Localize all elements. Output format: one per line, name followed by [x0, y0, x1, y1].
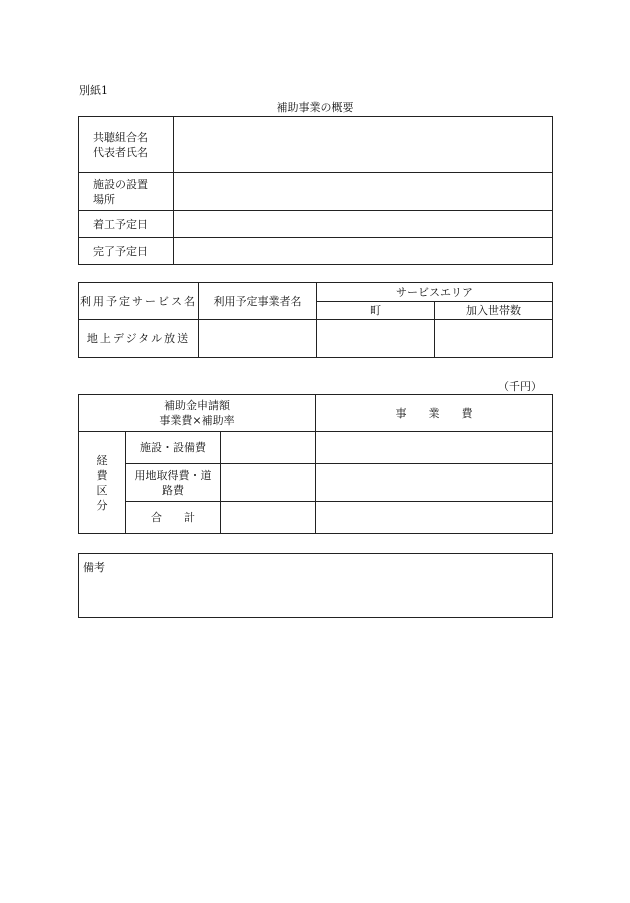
- operator-name-header: 利用予定事業者名: [199, 283, 317, 320]
- label-line: 代表者氏名: [93, 145, 148, 159]
- table-row: [79, 283, 553, 302]
- project-cost-cell[interactable]: [316, 502, 553, 534]
- town-cell[interactable]: [317, 320, 435, 358]
- operator-cell[interactable]: [199, 320, 317, 358]
- category-label-cell: [79, 432, 126, 534]
- project-cost-header: 事 業 費: [316, 395, 553, 432]
- label-line: 場所: [93, 192, 115, 206]
- annex-label: 別紙1: [79, 84, 108, 97]
- remarks-table: [78, 553, 553, 618]
- town-header: 町: [317, 302, 435, 320]
- label-line: 共聴組合名: [93, 130, 148, 144]
- remarks-label: 備考: [83, 561, 105, 574]
- remarks-cell[interactable]: [79, 554, 553, 618]
- row-label: [126, 464, 221, 502]
- service-row-label: 地上デジタル放送: [79, 320, 199, 358]
- category-label: 経費区分: [96, 453, 108, 512]
- table-row: [79, 395, 553, 432]
- table-row: [79, 432, 553, 464]
- label-line: 完了予定日: [93, 244, 148, 258]
- table-row: [79, 117, 553, 173]
- row-label-line: 路費: [162, 483, 184, 497]
- applicant-info-table: [78, 116, 553, 265]
- label-line: 施設の設置: [93, 177, 148, 191]
- households-header: 加入世帯数: [435, 302, 553, 320]
- project-cost-cell[interactable]: [316, 464, 553, 502]
- subsidy-header: [79, 395, 316, 432]
- label-cell: [79, 117, 174, 173]
- value-cell[interactable]: [174, 211, 553, 238]
- table-row: [79, 502, 553, 534]
- table-row: [79, 173, 553, 211]
- subsidy-header-line: 補助金申請額: [164, 399, 230, 412]
- service-area-header: サービスエリア: [317, 283, 553, 302]
- row-label-line: 用地取得費・道: [134, 468, 212, 482]
- subsidy-cell[interactable]: [221, 502, 316, 534]
- service-name-header: 利用予定サービス名: [79, 283, 199, 320]
- row-label: 合 計: [126, 502, 221, 534]
- value-cell[interactable]: [174, 238, 553, 265]
- subsidy-cell[interactable]: [221, 432, 316, 464]
- value-cell[interactable]: [174, 117, 553, 173]
- cost-table: [78, 394, 553, 534]
- table-row: [79, 320, 553, 358]
- table-row: [79, 211, 553, 238]
- page-title: 補助事業の概要: [276, 101, 354, 114]
- label-cell: [79, 238, 174, 265]
- subsidy-header-line: 事業費×補助率: [159, 414, 235, 427]
- value-cell[interactable]: [174, 173, 553, 211]
- label-cell: [79, 211, 174, 238]
- households-cell[interactable]: [435, 320, 553, 358]
- table-row: [79, 464, 553, 502]
- label-cell: [79, 173, 174, 211]
- label-line: 着工予定日: [93, 217, 148, 231]
- unit-label: （千円）: [498, 380, 542, 393]
- service-table: [78, 282, 553, 358]
- project-cost-cell[interactable]: [316, 432, 553, 464]
- subsidy-cell[interactable]: [221, 464, 316, 502]
- table-row: [79, 238, 553, 265]
- table-row: [79, 554, 553, 618]
- row-label: 施設・設備費: [126, 432, 221, 464]
